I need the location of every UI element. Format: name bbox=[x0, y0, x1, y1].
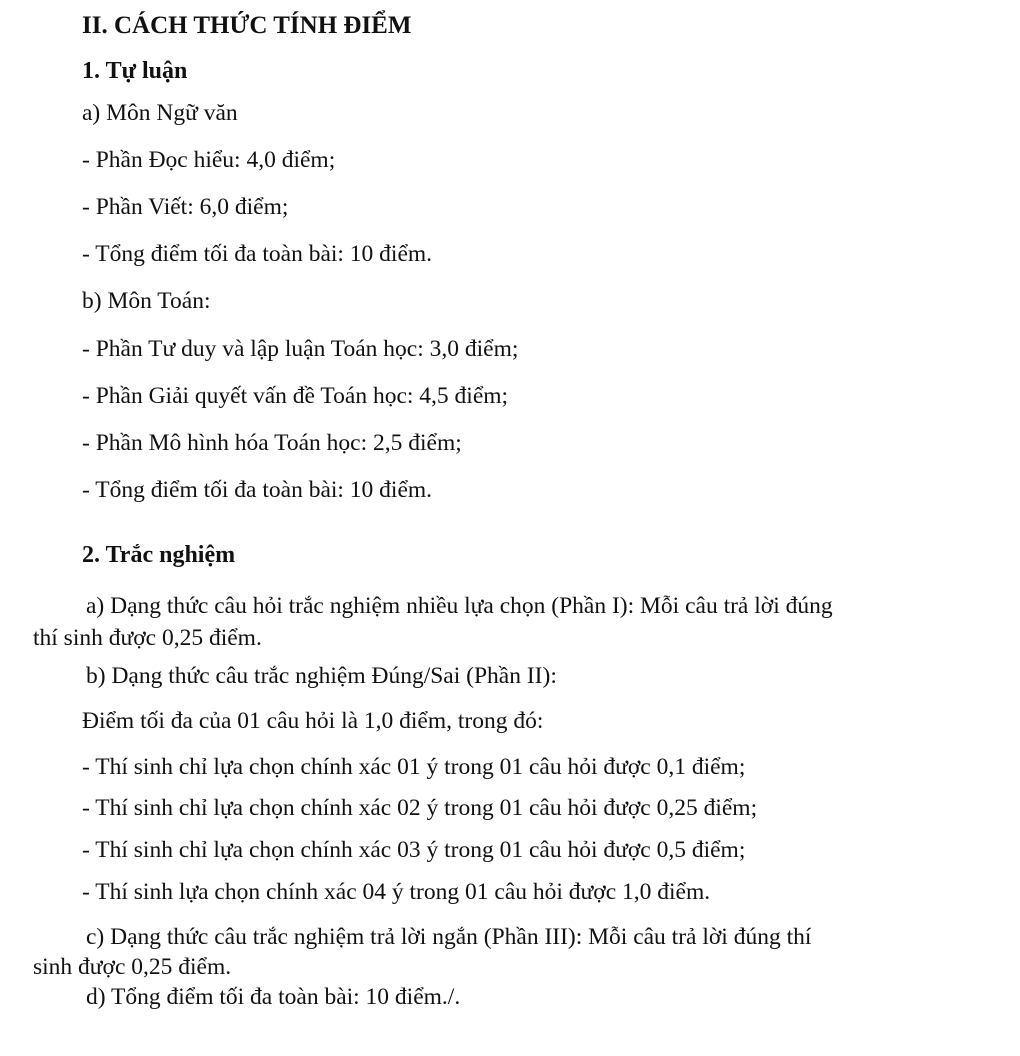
math-label: b) Môn Toán: bbox=[82, 288, 211, 314]
literature-label: a) Môn Ngữ văn bbox=[82, 100, 238, 126]
literature-item-reading: - Phần Đọc hiểu: 4,0 điểm; bbox=[82, 147, 336, 173]
math-item-modeling: - Phần Mô hình hóa Toán học: 2,5 điểm; bbox=[82, 430, 462, 456]
part-b-intro: Điểm tối đa của 01 câu hỏi là 1,0 điểm, trong đó: bbox=[82, 708, 544, 734]
part-c-line-2: sinh được 0,25 điểm. bbox=[33, 954, 232, 980]
part-d-total: d) Tổng điểm tối đa toàn bài: 10 điểm./. bbox=[86, 984, 461, 1010]
section-title: II. CÁCH THỨC TÍNH ĐIỂM bbox=[82, 12, 412, 39]
multiple-choice-heading: 2. Trắc nghiệm bbox=[82, 542, 236, 568]
math-item-problem-solving: - Phần Giải quyết vấn đề Toán học: 4,5 điểm; bbox=[82, 383, 509, 409]
part-b-item-3: - Thí sinh chỉ lựa chọn chính xác 03 ý trong 01 câu hỏi được 0,5 điểm; bbox=[82, 837, 746, 863]
literature-item-total: - Tổng điểm tối đa toàn bài: 10 điểm. bbox=[82, 241, 433, 267]
part-b-item-1: - Thí sinh chỉ lựa chọn chính xác 01 ý trong 01 câu hỏi được 0,1 điểm; bbox=[82, 754, 746, 780]
literature-item-writing: - Phần Viết: 6,0 điểm; bbox=[82, 194, 289, 220]
essay-heading: 1. Tự luận bbox=[82, 58, 188, 84]
math-item-reasoning: - Phần Tư duy và lập luận Toán học: 3,0 điểm; bbox=[82, 336, 519, 362]
part-a-line-1: a) Dạng thức câu hỏi trắc nghiệm nhiều lựa chọn (Phần I): Mỗi câu trả lời đúng bbox=[86, 593, 833, 619]
part-b-item-2: - Thí sinh chỉ lựa chọn chính xác 02 ý trong 01 câu hỏi được 0,25 điểm; bbox=[82, 795, 758, 821]
part-c-line-1: c) Dạng thức câu trắc nghiệm trả lời ngắn (Phần III): Mỗi câu trả lời đúng thí bbox=[86, 924, 812, 950]
math-item-total: - Tổng điểm tối đa toàn bài: 10 điểm. bbox=[82, 477, 433, 503]
part-b-item-4: - Thí sinh lựa chọn chính xác 04 ý trong 01 câu hỏi được 1,0 điểm. bbox=[82, 879, 711, 905]
part-a-line-2: thí sinh được 0,25 điểm. bbox=[33, 625, 262, 651]
part-b-label: b) Dạng thức câu trắc nghiệm Đúng/Sai (Phần II): bbox=[86, 663, 557, 689]
